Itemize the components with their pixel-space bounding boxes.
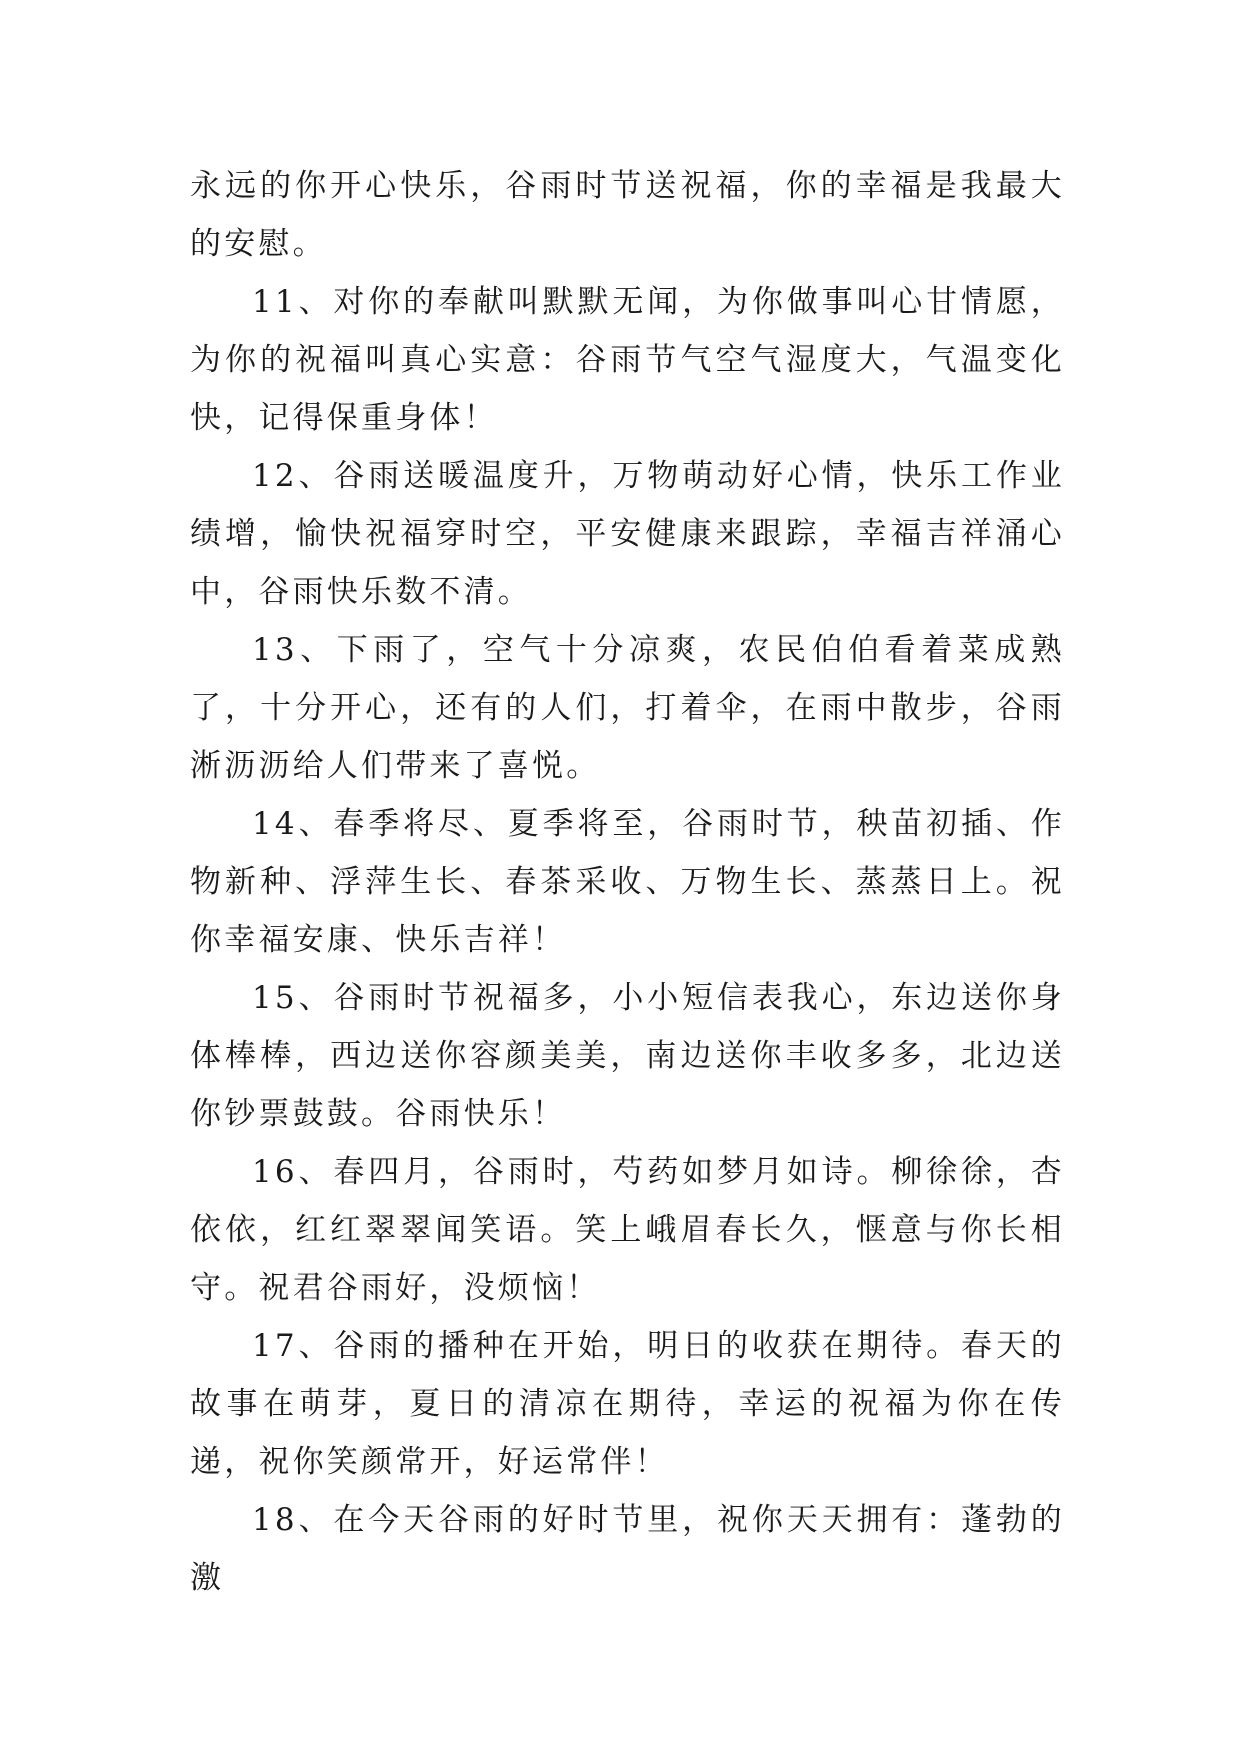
paragraph-18: 18、在今天谷雨的好时节里，祝你天天拥有：蓬勃的激 [190,1502,1065,1596]
paragraph-13: 13、下雨了，空气十分凉爽，农民伯伯看着菜成熟了，十分开心，还有的人们，打着伞，在雨中散步，谷雨淅沥沥给人们带来了喜悦。 [190,632,1065,784]
paragraph-12: 12、谷雨送暖温度升，万物萌动好心情，快乐工作业绩增，愉快祝福穿时空，平安健康来跟踪，幸福吉祥涌心中，谷雨快乐数不清。 [190,458,1065,610]
paragraph-16: 16、春四月，谷雨时，芍药如梦月如诗。柳徐徐，杏依依，红红翠翠闻笑语。笑上峨眉春长久，惬意与你长相守。祝君谷雨好，没烦恼！ [190,1154,1065,1306]
paragraph-14: 14、春季将尽、夏季将至，谷雨时节，秧苗初插、作物新种、浮萍生长、春茶采收、万物生长、蒸蒸日上。祝你幸福安康、快乐吉祥！ [190,806,1065,958]
paragraph-11: 11、对你的奉献叫默默无闻，为你做事叫心甘情愿，为你的祝福叫真心实意：谷雨节气空气湿度大，气温变化快，记得保重身体！ [190,284,1065,436]
paragraph-17: 17、谷雨的播种在开始，明日的收获在期待。春天的故事在萌芽，夏日的清凉在期待，幸运的祝福为你在传递，祝你笑颜常开，好运常伴！ [190,1328,1065,1480]
paragraph-15: 15、谷雨时节祝福多，小小短信表我心，东边送你身体棒棒，西边送你容颜美美，南边送你丰收多多，北边送你钞票鼓鼓。谷雨快乐！ [190,980,1065,1132]
document-body [190,157,1065,1607]
paragraph-continuation: 永远的你开心快乐，谷雨时节送祝福，你的幸福是我最大的安慰。 [190,168,1065,262]
